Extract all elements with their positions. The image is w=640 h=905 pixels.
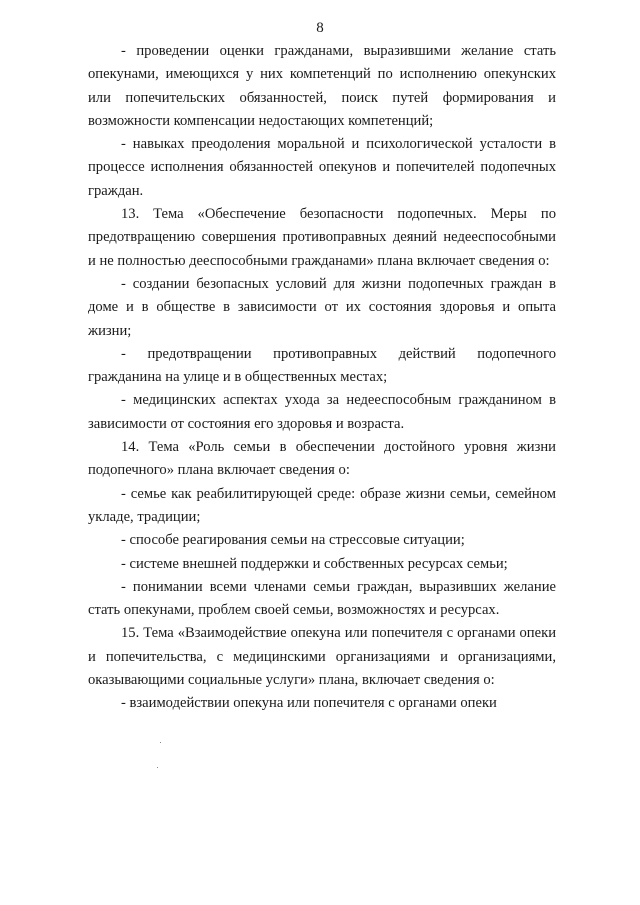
paragraph-11: - понимании всеми членами семьи граждан, выразивших желание стать опекунами, проблем своей семьи, возможностях и ресурсах. — [88, 578, 556, 619]
scan-speck — [157, 767, 158, 768]
paragraph-6: - медицинских аспектах ухода за недееспособным гражданином в зависимости от состояния его здоровья и возраста. — [88, 392, 556, 432]
paragraph-1: - проведении оценки гражданами, выразившими желание стать опекунами, имеющихся у них компетенций по исполнению опекунских или попечительских обязанностей, поиск путей формирования и возможности компенсации недостающих компетенций; — [88, 43, 556, 129]
paragraph-10: - системе внешней поддержки и собственных ресурсах семьи; — [121, 555, 508, 572]
paragraph-12: 15. Тема «Взаимодействие опекуна или попечителя с органами опеки и попечительства, с медицинскими организациями и организациями, оказывающими социальные услуги» плана, включает сведения о: — [88, 625, 556, 689]
paragraph-2: - навыках преодоления моральной и психологической усталости в процессе исполнения обязанностей опекунов и попечителей подопечных граждан. — [88, 136, 556, 199]
paragraph-13: - взаимодействии опекуна или попечителя с органами опеки — [121, 695, 497, 712]
paragraph-8: - семье как реабилитирующей среде: образе жизни семьи, семейном укладе, традиции; — [88, 485, 556, 525]
paragraph-9: - способе реагирования семьи на стрессовые ситуации; — [121, 532, 465, 549]
paragraph-3: 13. Тема «Обеспечение безопасности подопечных. Меры по предотвращению совершения противоправных деяний недееспособными и не полностью дееспособными гражданами» плана включает сведения о: — [88, 206, 556, 269]
paragraph-7: 14. Тема «Роль семьи в обеспечении достойного уровня жизни подопечного» плана включает сведения о: — [88, 439, 556, 479]
page-number: 8 — [316, 20, 324, 36]
paragraph-4: - создании безопасных условий для жизни подопечных граждан в доме и в обществе в зависимости от их состояния здоровья и опыта жизни; — [88, 275, 556, 339]
scan-speck — [160, 742, 161, 743]
paragraph-5: - предотвращении противоправных действий подопечного гражданина на улице и в общественных местах; — [88, 345, 556, 386]
document-body — [88, 40, 556, 716]
